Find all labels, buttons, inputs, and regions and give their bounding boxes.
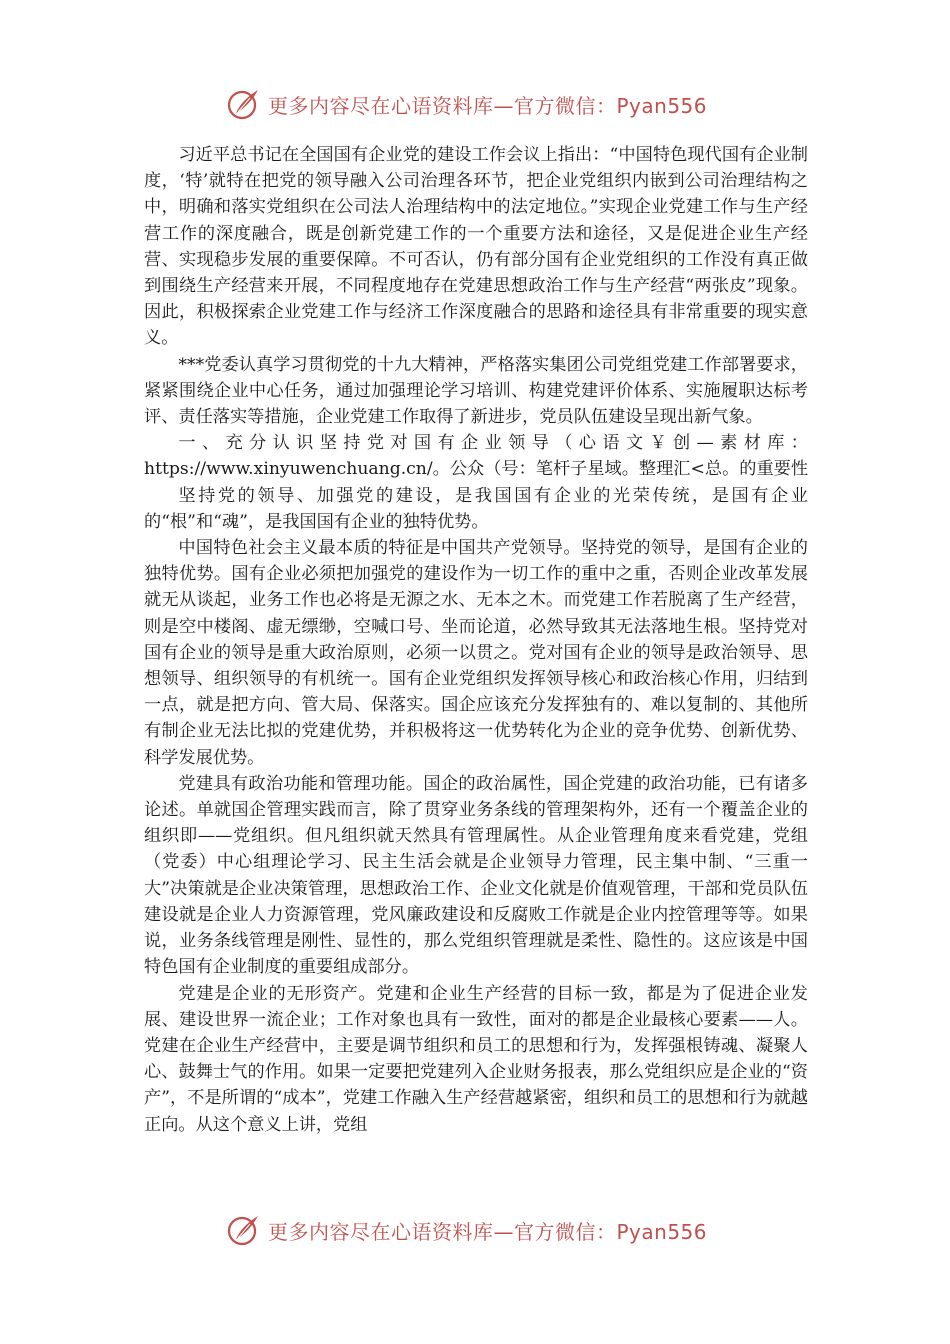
paragraph: 党建具有政治功能和管理功能。国企的政治属性，国企党建的政治功能，已有诸多论述。单就国企管理实践而言，除了贯穿业务条线的管理架构外，还有一个覆盖企业的组织即——党组织。但凡组织就天然具有管理属性。从企业管理角度来看党建，党组（党委）中心组理论学习、民主生活会就是企业领导力管理，民主集中制、“三重一大”决策就是企业决策管理，思想政治工作、企业文化就是价值观管理，干部和党员队伍建设就是企业人力资源管理，党风廉政建设和反腐败工作就是企业内控管理等等。如果说，业务条线管理是刚性、显性的，那么党组织管理就是柔性、隐性的。这应该是中国特色国有企业制度的重要组成部分。	[144, 773, 808, 978]
header-banner-text: 更多内容尽在心语资料库—官方微信：Pyan556	[268, 93, 708, 118]
footer-banner	[226, 1210, 746, 1250]
paragraph: ***党委认真学习贯彻党的十九大精神，严格落实集团公司党组党建工作部署要求，紧紧围绕企业中心任务，通过加强理论学习培训、构建党建评价体系、实施履职达标考评、责任落实等措施，企业党建工作取得了新进步，党员队伍建设呈现出新气象。	[144, 354, 808, 428]
footer-banner-text: 更多内容尽在心语资料库—官方微信：Pyan556	[268, 1219, 708, 1244]
paragraph: 党建是企业的无形资产。党建和企业生产经营的目标一致，都是为了促进企业发展、建设世界一流企业；工作对象也具有一致性，面对的都是企业最核心要素——人。党建在企业生产经营中，主要是调节组织和员工的思想和行为，发挥强根铸魂、凝聚人心、鼓舞士气的作用。如果一定要把党建列入企业财务报表，那么党组织应是企业的“资产”，不是所谓的“成本”，党建工作融入生产经营越紧密，组织和员工的思想和行为就越正向。从这个意义上讲，党组	[144, 983, 808, 1135]
paragraph: 习近平总书记在全国国有企业党的建设工作会议上指出：“中国特色现代国有企业制度，‘特’就特在把党的领导融入公司治理各环节，把企业党组织内嵌到公司治理结构之中，明确和落实党组织在公司法人治理结构中的法定地位。”实现企业党建工作与生产经营工作的深度融合，既是创新党建工作的一个重要方法和途径，又是促进企业生产经营、实现稳步发展的重要保障。不可否认，仍有部分国有企业党组织的工作没有真正做到围绕生产经营来开展，不同程度地存在党建思想政治工作与生产经营“两张皮”现象。因此，积极探索企业党建工作与经济工作深度融合的思路和途径具有非常重要的现实意义。	[144, 145, 808, 349]
header-banner	[226, 84, 746, 124]
feather-pen-circle-icon	[226, 86, 262, 122]
feather-pen-circle-icon	[226, 1212, 262, 1248]
document-body	[144, 142, 808, 1138]
section-heading: 一、充分认识坚持党对国有企业领导（心语文￥创—素材库：https://www.xinyuwenchuang.cn/。公众（号：笔杆子星域。整理汇<总。的重要性	[144, 433, 809, 480]
paragraph: 中国特色社会主义最本质的特征是中国共产党领导。坚持党的领导，是国有企业的独特优势。国有企业必须把加强党的建设作为一切工作的重中之重，否则企业改革发展就无从谈起，业务工作也必将是无源之水、无本之木。而党建工作若脱离了生产经营，则是空中楼阁、虚无缥缈，空喊口号、坐而论道，必然导致其无法落地生根。坚持党对国有企业的领导是重大政治原则，必须一以贯之。党对国有企业的领导是政治领导、思想领导、组织领导的有机统一。国有企业党组织发挥领导核心和政治核心作用，归结到一点，就是把方向、管大局、保落实。国企应该充分发挥独有的、难以复制的、其他所有制企业无法比拟的党建优势，并积极将这一优势转化为企业的竞争优势、创新优势、科学发展优势。	[144, 538, 808, 768]
paragraph: 坚持党的领导、加强党的建设，是我国国有企业的光荣传统，是国有企业的“根”和“魂”，是我国国有企业的独特优势。	[144, 485, 808, 532]
